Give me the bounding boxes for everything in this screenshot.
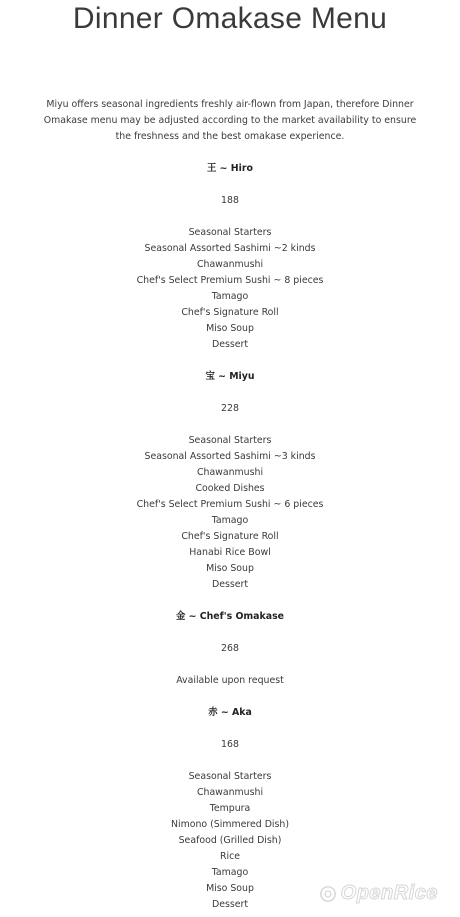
menu-item: Chef's Select Premium Sushi ~ 6 pieces [136, 499, 324, 510]
section-heading-chefs-omakase: 金 ~ Chef's Omakase [175, 611, 285, 622]
section-heading-aka: 赤 ~ Aka [208, 707, 252, 718]
section-price-chefs-omakase: 268 [221, 643, 239, 654]
section-price-miyu: 228 [221, 403, 239, 414]
menu-item: Seasonal Starters [188, 771, 272, 782]
menu-item: Seasonal Starters [188, 227, 272, 238]
menu-item: Tamago [211, 291, 249, 302]
menu-item: Tempura [209, 803, 251, 814]
menu-item: Chawanmushi [196, 467, 264, 478]
section-price-aka: 168 [221, 739, 239, 750]
menu-item: Dessert [211, 339, 249, 350]
section-price-hiro: 188 [221, 195, 239, 206]
menu-item: Miso Soup [206, 883, 254, 894]
menu-item: Seafood (Grilled Dish) [178, 835, 282, 846]
menu-item: Miso Soup [206, 563, 254, 574]
openrice-logo-icon [319, 885, 337, 903]
menu-item: Seasonal Starters [188, 435, 272, 446]
menu-item: Chef's Signature Roll [181, 307, 279, 318]
menu-item: Rice [219, 851, 241, 862]
section-heading-miyu: 宝 ~ Miyu [205, 371, 255, 382]
section-heading-hiro: 王 ~ Hiro [207, 163, 253, 174]
menu-item: Nimono (Simmered Dish) [170, 819, 290, 830]
menu-item: Dessert [211, 899, 249, 910]
menu-item: Chawanmushi [196, 787, 264, 798]
menu-item: Available upon request [176, 675, 284, 686]
menu-item: Chawanmushi [196, 259, 264, 270]
menu-item: Hanabi Rice Bowl [189, 547, 271, 558]
menu-item: Dessert [211, 579, 249, 590]
menu-item: Cooked Dishes [195, 483, 265, 494]
menu-item: Tamago [211, 867, 249, 878]
menu-item: Chef's Signature Roll [181, 531, 279, 542]
menu-item: Miso Soup [206, 323, 254, 334]
menu-item: Seasonal Assorted Sashimi ~2 kinds [144, 243, 316, 254]
watermark-text: OpenRice [340, 882, 438, 904]
menu-item: Tamago [211, 515, 249, 526]
menu-item: Chef's Select Premium Sushi ~ 8 pieces [136, 275, 324, 286]
menu-item: Seasonal Assorted Sashimi ~3 kinds [144, 451, 316, 462]
page-title: Dinner Omakase Menu [72, 2, 388, 35]
intro-paragraph: Miyu offers seasonal ingredients freshly air-flown from Japan, therefore Dinner Omakase menu may be adjusted according to the market availability to ensure the freshness and the best omakase experience. [43, 99, 417, 142]
openrice-watermark [319, 882, 438, 905]
